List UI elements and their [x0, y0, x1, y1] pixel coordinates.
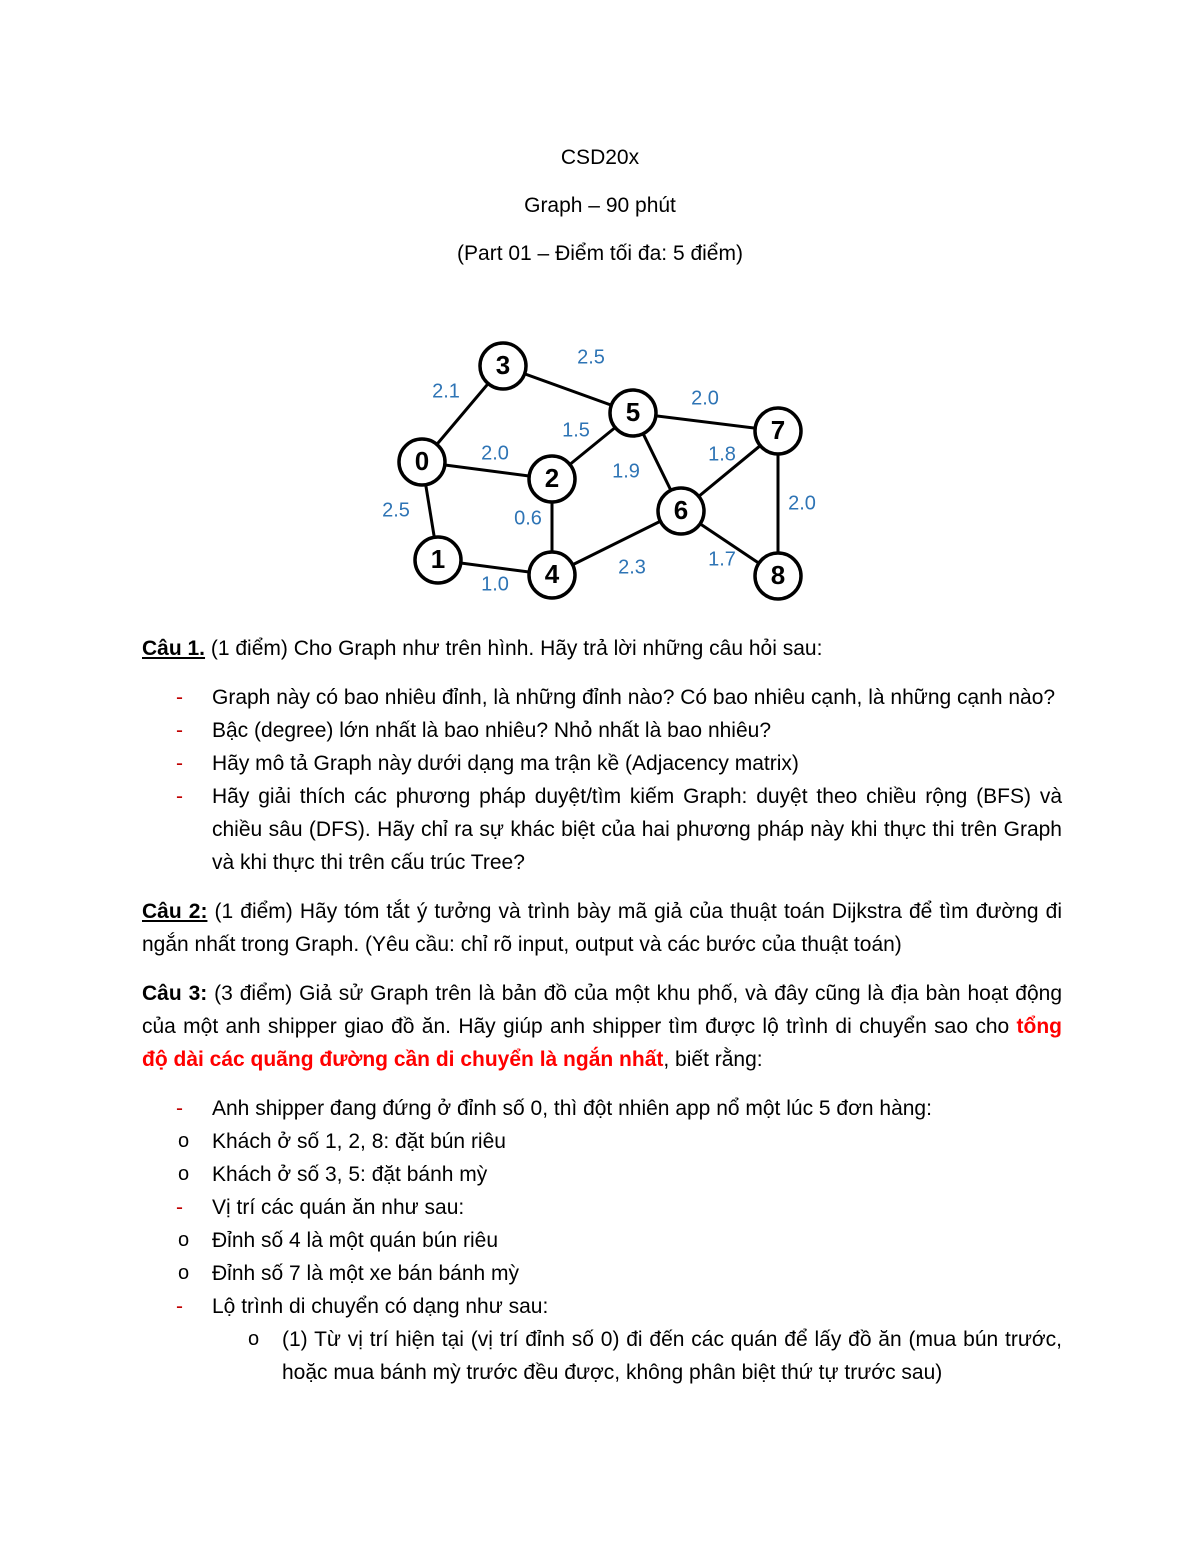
node-label: 3: [495, 349, 511, 380]
node-label: 0: [414, 445, 430, 476]
node-1: [415, 537, 461, 583]
node-3: [480, 343, 526, 389]
edge-weight-6-8: 1.7: [708, 548, 736, 571]
edge-weight-7-6: 1.8: [708, 443, 736, 466]
sub-list-item-text: (1) Từ vị trí hiện tại (vị trí đỉnh số 0) đi đến các quán để lấy đồ ăn (mua bún trước, hoặc mua bánh mỳ trước đều được, không phân biệt thứ tự trước sau): [282, 1328, 1062, 1384]
node-label: 6: [673, 494, 689, 525]
circle-bullet: o: [178, 1130, 190, 1152]
edge-weight-0-3: 2.1: [432, 380, 460, 403]
graph-figure: [370, 330, 820, 620]
circle-bullet: o: [178, 1229, 190, 1251]
edge-weight-2-5: 1.5: [562, 419, 590, 442]
list-item-text: Graph này có bao nhiêu đỉnh, là những đỉnh nào? Có bao nhiêu cạnh, là những cạnh nào?: [212, 686, 1056, 709]
question-1-text: (1 điểm) Cho Graph như trên hình. Hãy trả lời những câu hỏi sau:: [205, 637, 823, 660]
question-3-highlight: tổng độ dài các quãng đường cần di chuyển là ngắn nhất: [142, 1015, 1062, 1071]
question-1-list: [142, 681, 1062, 879]
node-4: [529, 552, 575, 598]
sub-list-item: [142, 1224, 1062, 1257]
edge-weight-0-2: 2.0: [481, 442, 509, 465]
question-3-list: [142, 1092, 1062, 1389]
question-3: [142, 977, 1062, 1076]
list-item: [142, 747, 1062, 780]
sub-list-item-text: Đỉnh số 7 là một xe bán bánh mỳ: [212, 1262, 520, 1285]
sub-list-item: [142, 1257, 1062, 1290]
dash-bullet: -: [176, 1097, 183, 1120]
circle-bullet: o: [248, 1328, 260, 1350]
sub-list-item-text: Đỉnh số 4 là một quán bún riêu: [212, 1229, 499, 1252]
edge-weight-7-8: 2.0: [788, 492, 816, 515]
question-1: [142, 632, 1062, 665]
node-label: 2: [544, 462, 560, 493]
question-3-label: Câu 3:: [142, 982, 208, 1005]
edge-weight-5-6: 1.9: [612, 460, 640, 483]
node-label: 4: [544, 558, 560, 589]
list-item: [142, 714, 1062, 747]
edge-weight-0-1: 2.5: [382, 499, 410, 522]
node-5: [610, 390, 656, 436]
course-code: CSD20x: [560, 146, 640, 169]
question-3-text: (3 điểm) Giả sử Graph trên là bản đồ của một khu phố, và đây cũng là địa bàn hoạt động của một anh shipper giao đồ ăn. Hãy giúp anh shipper tìm được lộ trình di chuyển sao cho: [142, 982, 1062, 1038]
list-item: [142, 681, 1062, 714]
edge-weight-4-6: 2.3: [618, 556, 646, 579]
question-2-label: Câu 2:: [142, 900, 208, 923]
sub-list-item: [142, 1158, 1062, 1191]
edge-weight-5-7: 2.0: [691, 387, 719, 410]
list-item: [142, 1290, 1062, 1389]
list-item-text: Hãy mô tả Graph này dưới dạng ma trận kề (Adjacency matrix): [212, 752, 799, 775]
sub-list-item-text: Khách ở số 3, 5: đặt bánh mỳ: [212, 1163, 488, 1186]
graph-edges: [422, 366, 778, 579]
list-item: [142, 1092, 1062, 1191]
edge-weight-3-5: 2.5: [577, 346, 605, 369]
dash-bullet: -: [176, 1196, 183, 1219]
edge-weight-1-4: 1.0: [481, 573, 509, 596]
exam-subtitle: (Part 01 – Điểm tối đa: 5 điểm): [457, 242, 743, 265]
dash-bullet: -: [176, 752, 183, 775]
sub-list: [142, 1224, 1062, 1290]
dash-bullet: -: [176, 686, 183, 709]
node-6: [658, 488, 704, 534]
list-item-text: Anh shipper đang đứng ở đỉnh số 0, thì đột nhiên app nổ một lúc 5 đơn hàng:: [212, 1097, 932, 1120]
sub-list: [142, 1125, 1062, 1191]
list-item: [142, 780, 1062, 879]
edge-weight-2-4: 0.6: [514, 507, 542, 530]
list-item-text: Hãy giải thích các phương pháp duyệt/tìm kiếm Graph: duyệt theo chiều rộng (BFS) và chiều sâu (DFS). Hãy chỉ ra sự khác biệt của hai phương pháp này khi thực thi trên Graph và khi thực thi trên cấu trúc Tree?: [212, 785, 1062, 874]
list-item-text: Lộ trình di chuyển có dạng như sau:: [212, 1295, 549, 1318]
node-0: [399, 439, 445, 485]
node-label: 1: [430, 543, 446, 574]
dash-bullet: -: [176, 1295, 183, 1318]
sub-list-item: [142, 1125, 1062, 1158]
node-label: 5: [625, 396, 641, 427]
circle-bullet: o: [178, 1262, 190, 1284]
list-item: [142, 1191, 1062, 1290]
node-2: [529, 456, 575, 502]
circle-bullet: o: [178, 1163, 190, 1185]
dash-bullet: -: [176, 785, 183, 808]
question-1-label: Câu 1.: [142, 637, 206, 660]
question-2: [142, 895, 1062, 961]
node-7: [755, 408, 801, 454]
list-item-text: Vị trí các quán ăn như sau:: [212, 1196, 465, 1219]
list-item-text: Bậc (degree) lớn nhất là bao nhiêu? Nhỏ nhất là bao nhiêu?: [212, 719, 772, 742]
node-8: [755, 553, 801, 599]
question-3-text-end: , biết rằng:: [663, 1048, 763, 1071]
sub-list-item: [142, 1323, 1062, 1389]
sub-list: [142, 1323, 1062, 1389]
sub-list-item-text: Khách ở số 1, 2, 8: đặt bún riêu: [212, 1130, 506, 1153]
dash-bullet: -: [176, 719, 183, 742]
node-label: 7: [770, 414, 786, 445]
node-label: 8: [770, 559, 786, 590]
questions: [142, 632, 1062, 1405]
question-2-text: (1 điểm) Hãy tóm tắt ý tưởng và trình bày mã giả của thuật toán Dijkstra để tìm đường đi ngắn nhất trong Graph. (Yêu cầu: chỉ rõ input, output và các bước của thuật toán): [142, 900, 1062, 956]
exam-title: Graph – 90 phút: [524, 194, 676, 217]
